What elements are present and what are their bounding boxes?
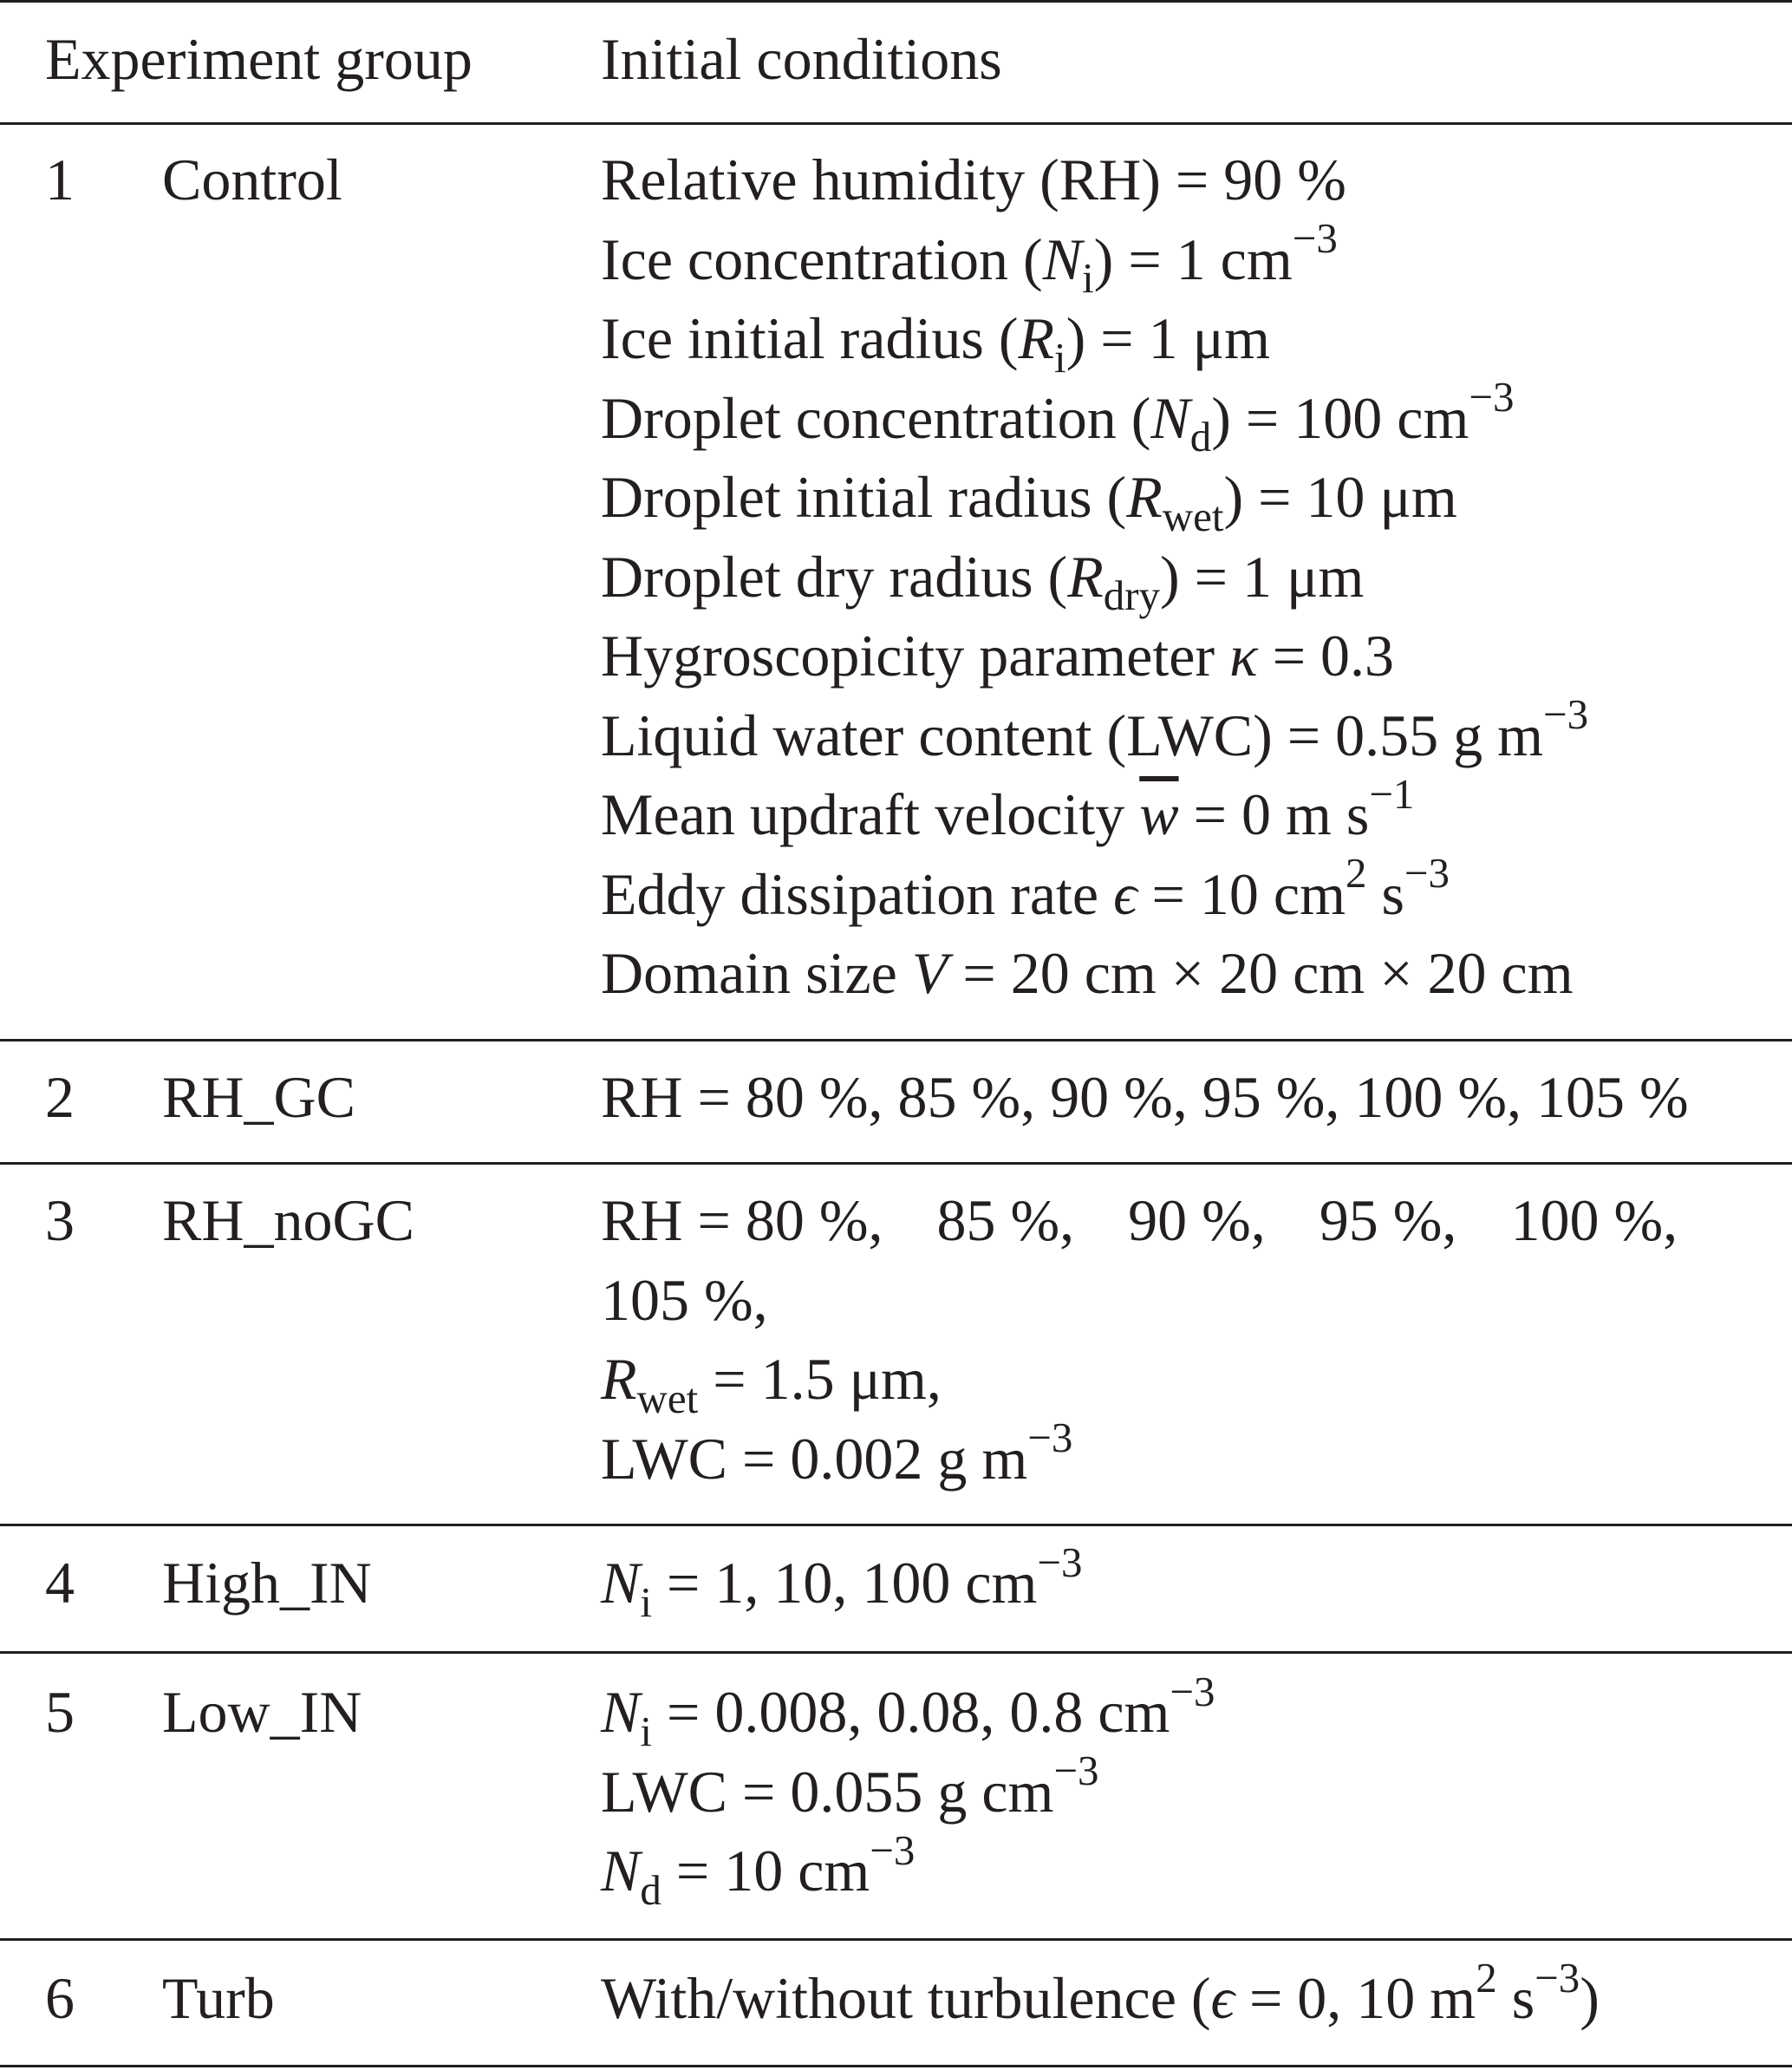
row-4-number: 4 [45, 1550, 75, 1616]
condition-line: RH = 80 %, 85 %, 90 %, 95 %, 100 %, 105 % [601, 1064, 1689, 1130]
condition-line: Eddy dissipation rate ϵ = 10 $cm^2$ $s^{-3}$ [601, 849, 1450, 927]
condition-line: Relative humidity (RH) = 90 % [601, 147, 1346, 212]
row-5-conditions [601, 1667, 1215, 1914]
row-1-number: 1 [45, 147, 75, 212]
condition-line: LWC = 0.002 g $m^{-3}$ [601, 1414, 1073, 1492]
condition-line: With/without turbulence (ϵ = 0, 10 $m^2$ $s^{-3}$) [601, 1953, 1600, 2031]
row-6-number: 6 [45, 1965, 75, 2031]
row-2-conditions [601, 1058, 1689, 1138]
condition-line: 105 %, [601, 1266, 768, 1333]
condition-line: Ice initial radius $(R_i) = 1$ μm [601, 305, 1270, 382]
condition-line: Domain size V = 20 cm × 20 cm × 20 cm [601, 940, 1574, 1006]
header-experiment-group: Experiment group [45, 26, 472, 92]
condition-line: RH = 80 %, 85 %, 90 %, 95 %, 100 %, [601, 1187, 1678, 1253]
condition-line: $N_i = 1$, 10, 100 $cm^{-3}$ [601, 1538, 1083, 1626]
row-rule [0, 1162, 1792, 1165]
row-rule [0, 1524, 1792, 1526]
condition-line: $R_{wet} = 1.5$ μm, [601, 1346, 942, 1422]
condition-line: Droplet initial radius $(R_{wet}) = 10$ μm [601, 464, 1457, 540]
row-rule [0, 1039, 1792, 1042]
row-1-name: Control [162, 147, 342, 212]
row-rule [0, 1938, 1792, 1941]
row-3-number: 3 [45, 1187, 75, 1253]
row-6-conditions [601, 1953, 1600, 2039]
row-rule [0, 1651, 1792, 1654]
row-2-name: RH_GC [162, 1064, 355, 1130]
condition-line: Droplet concentration $(N_d) = 100$ $cm^{-3}$ [601, 373, 1515, 461]
condition-line: LWC = 0.055 g $cm^{-3}$ [601, 1747, 1099, 1825]
row-1-conditions [601, 140, 1588, 1014]
table-top-rule [0, 0, 1792, 3]
header-initial-conditions: Initial conditions [601, 26, 1002, 92]
row-5-name: Low_IN [162, 1679, 362, 1745]
row-4-conditions [601, 1538, 1083, 1626]
condition-line: Ice concentration $(N_i) = 1$ $cm^{-3}$ [601, 214, 1338, 303]
row-3-name: RH_noGC [162, 1187, 414, 1253]
condition-line: $N_i = 0.008$, 0.08, 0.8 $cm^{-3}$ [601, 1667, 1215, 1755]
row-5-number: 5 [45, 1679, 75, 1745]
header-rule [0, 122, 1792, 125]
row-3-conditions [601, 1181, 1678, 1499]
condition-line: $N_d = 10$ $cm^{-3}$ [601, 1825, 916, 1914]
condition-line: Liquid water content (LWC) = 0.55 g $m^{-3}$ [601, 690, 1589, 768]
table-bottom-rule [0, 2065, 1792, 2067]
condition-line: Mean updraft velocity $\overline{w} = 0$ m $s^{-1}$ [601, 769, 1415, 847]
row-2-number: 2 [45, 1064, 75, 1130]
row-6-name: Turb [162, 1965, 275, 2031]
condition-line: Hygroscopicity parameter κ = 0.3 [601, 623, 1395, 689]
row-4-name: High_IN [162, 1550, 372, 1616]
condition-line: Droplet dry radius $(R_{dry}) = 1$ μm [601, 543, 1365, 620]
